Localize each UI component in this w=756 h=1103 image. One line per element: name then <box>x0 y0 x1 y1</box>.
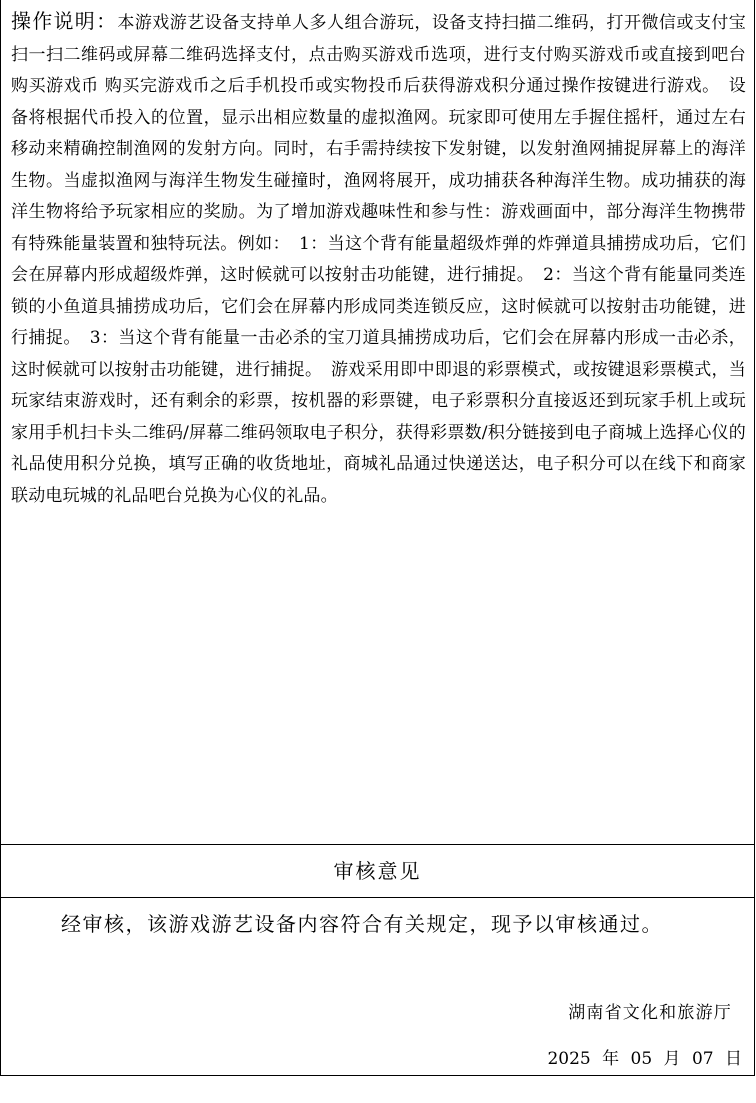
instructions-label: 操作说明： <box>11 9 118 33</box>
review-opinion: 经审核，该游戏游艺设备内容符合有关规定，现予以审核通过。 <box>61 912 663 936</box>
instructions-cell <box>1 0 754 845</box>
review-body-cell <box>1 898 754 1076</box>
instructions-text: 本游戏游艺设备支持单人多人组合游玩，设备支持扫描二维码，打开微信或支付宝扫一扫二维码或屏幕二维码选择支付，点击购买游戏币选项，进行支付购买游戏币或直接到吧台购买游戏币 购买完游戏币之后手机投币或实物投币后获得游戏积分通过操作按键进行游戏。 设备将根据代币投入的位置，显示出相应数量的虚拟渔网。玩家即可使用左手握住摇杆，通过左右移动来精确控制渔网的发射方向。同时，右手需持续按下发射键，以发射渔网捕捉屏幕上的海洋生物。当虚拟渔网与海洋生物发生碰撞时，渔网将展开，成功捕获各种海洋生物。成功捕获的海洋生物将给予玩家相应的奖励。为了增加游戏趣味性和参与性：游戏画面中，部分海洋生物携带有特殊能量装置和独特玩法。例如： 1：当这个背有能量超级炸弹的炸弹道具捕捞成功后，它们会在屏幕内形成超级炸弹，这时候就可以按射击功能键，进行捕捉。 2：当这个背有能量同类连锁的小鱼道具捕捞成功后，它们会在屏幕内形成同类连锁反应，这时候就可以按射击功能键，进行捕捉。 3：当这个背有能量一击必杀的宝刀道具捕捞成功后，它们会在屏幕内形成一击必杀，这时候就可以按射击功能键，进行捕捉。 游戏采用即中即退的彩票模式，或按键退彩票模式，当玩家结束游戏时，还有剩余的彩票，按机器的彩票键，电子彩票积分直接返还到玩家手机上或玩家用手机扫卡头二维码/屏幕二维码领取电子积分，获得彩票数/积分链接到电子商城上选择心仪的礼品使用积分兑换，填写正确的收货地址，商城礼品通过快递送达，电子积分可以在线下和商家联动电玩城的礼品吧台兑换为心仪的礼品。 <box>11 13 747 506</box>
issuing-authority: 湖南省文化和旅游厅 <box>568 1003 732 1023</box>
review-header: 审核意见 <box>1 845 754 898</box>
review-date: 2025 年 05 月 07 日 <box>547 1049 742 1069</box>
